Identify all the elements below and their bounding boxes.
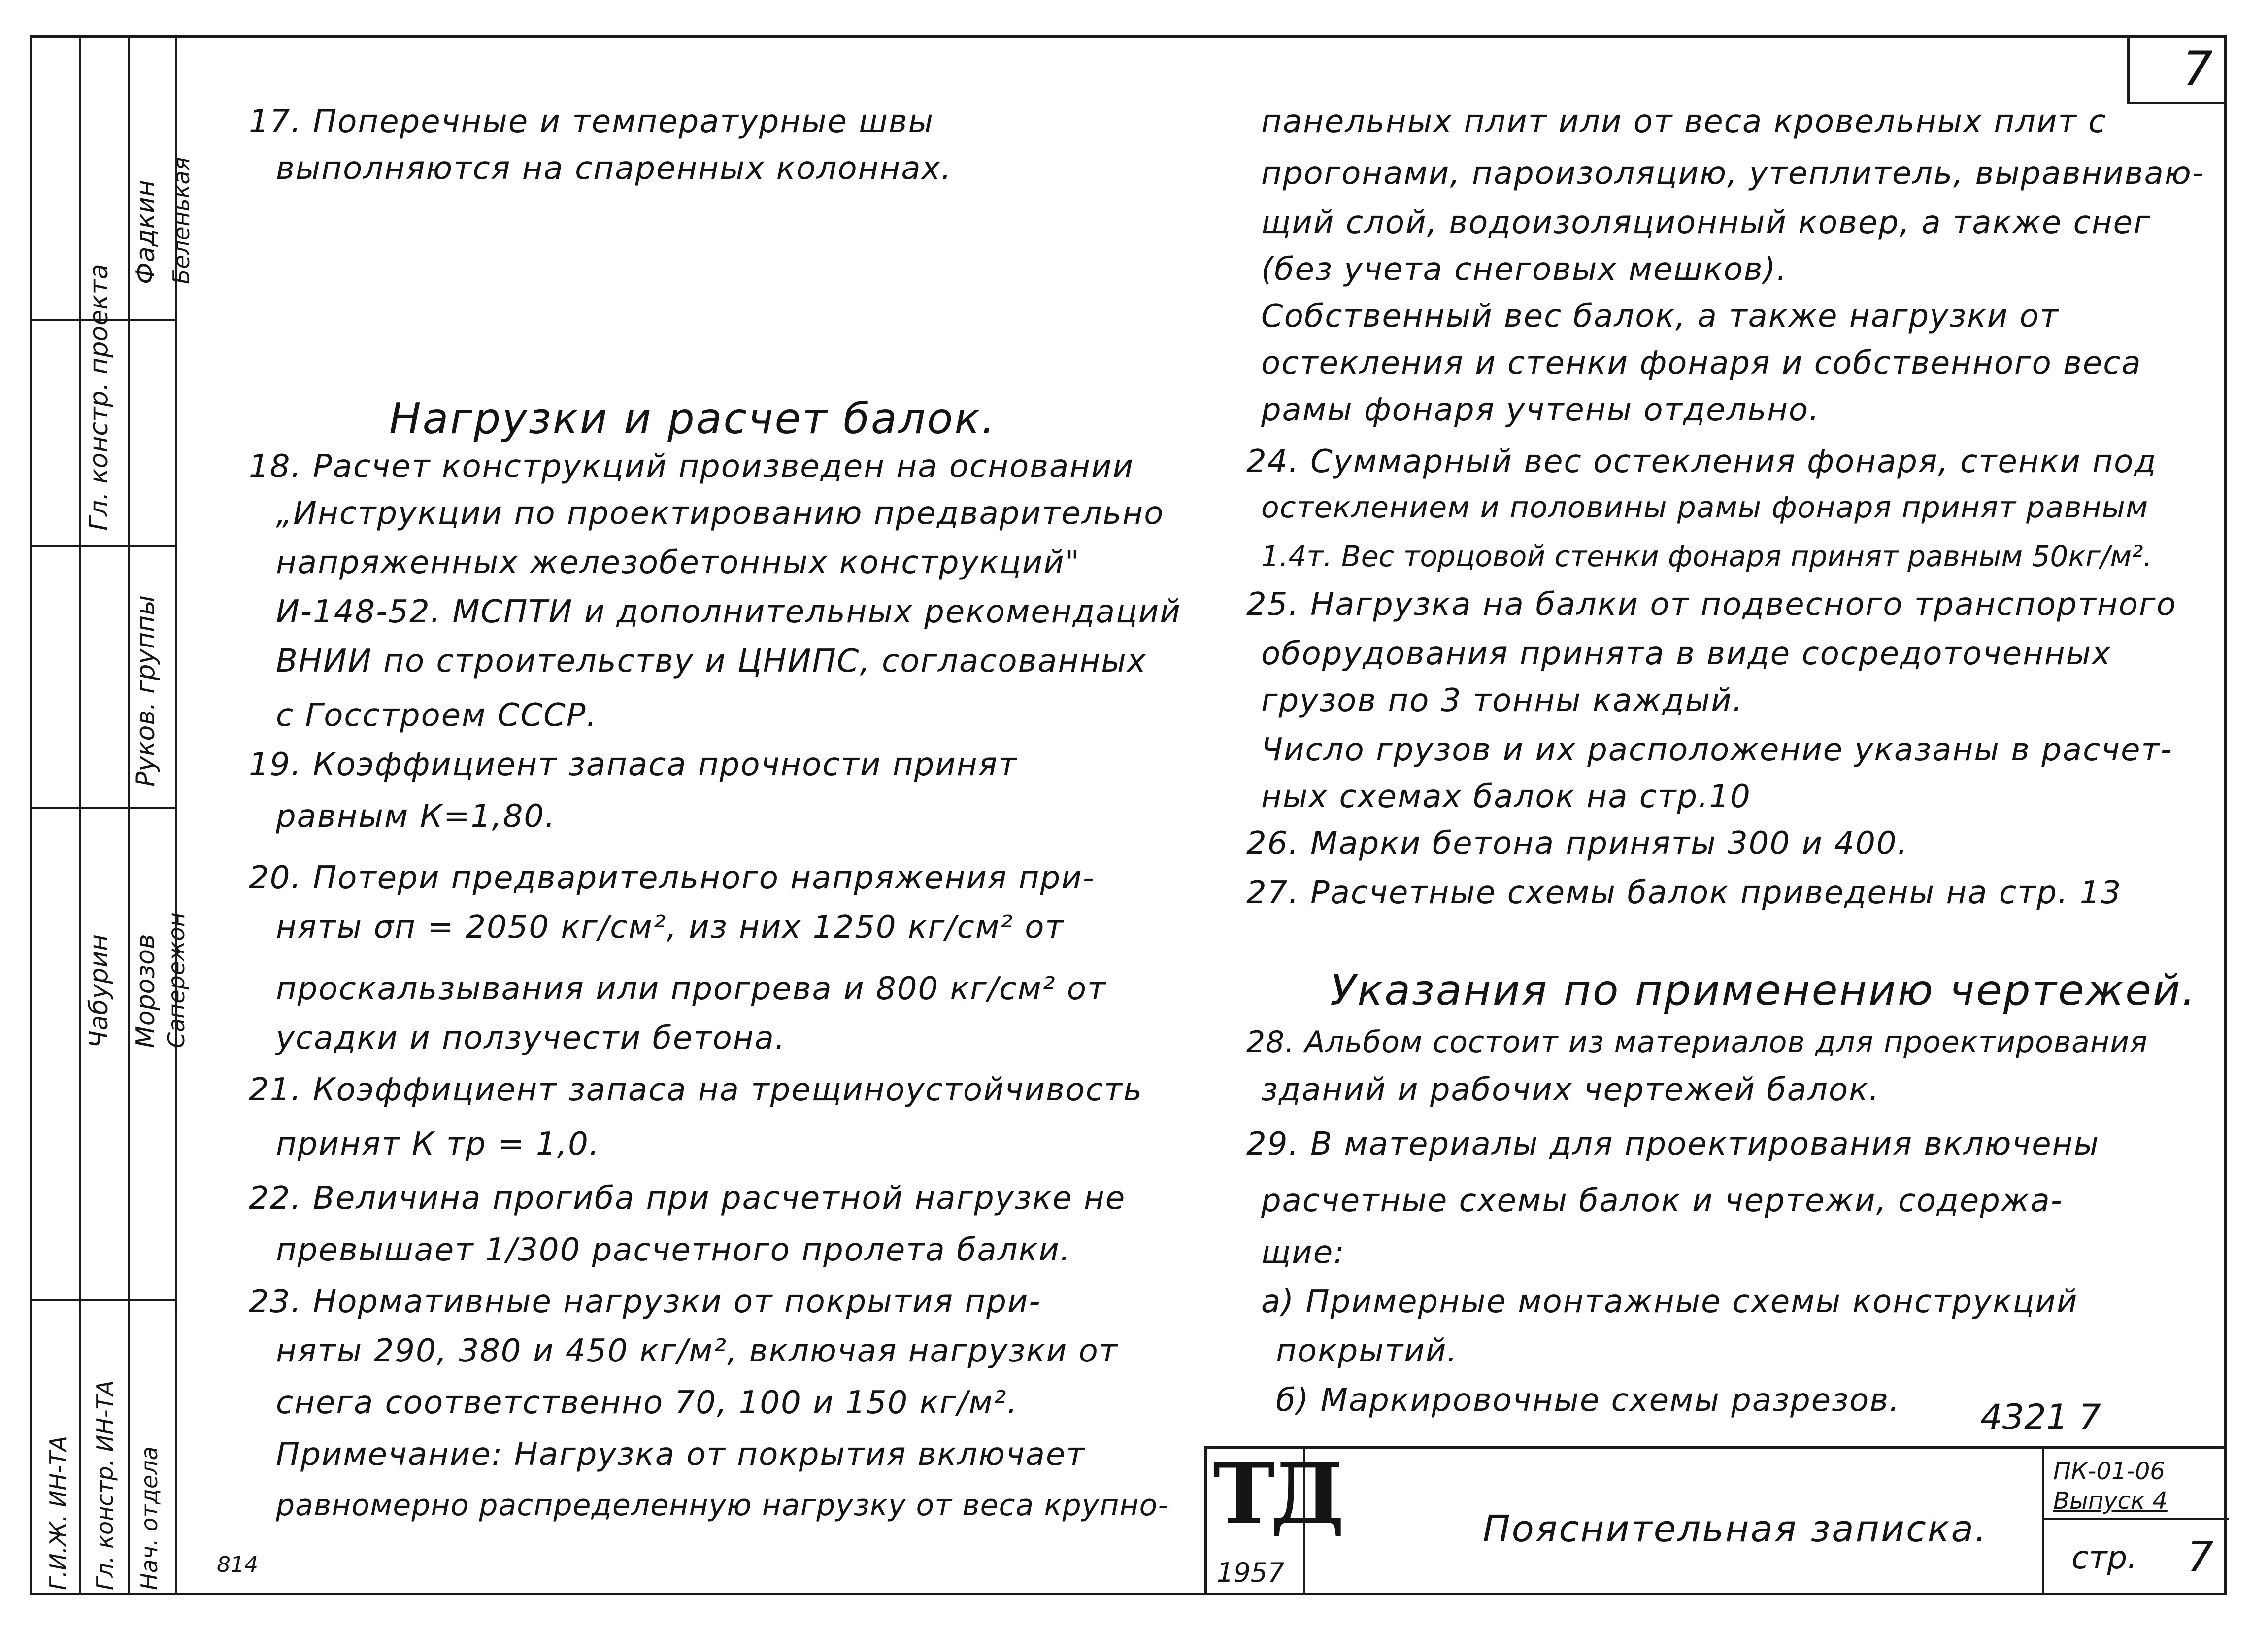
item-19-line-2: равным К=1,80. — [276, 798, 556, 835]
page-label: стр. — [2071, 1540, 2137, 1576]
title-block-code-cell — [2042, 1449, 2229, 1595]
item-28-line-1: 28. Альбом состоит из материалов для проектирования — [1246, 1025, 2148, 1059]
item-19-line-1: 19. Коэффициент запаса прочности принят — [249, 747, 1018, 783]
sidebar-role-gij: Г.И.Ж. ИН-ТА — [45, 1435, 71, 1590]
section-heading-instructions: Указания по применению чертежей. — [1330, 966, 2197, 1015]
item-25-line-4: Число грузов и их расположение указаны в расчет- — [1261, 732, 2173, 768]
item-18-line-6: с Госстроем СССР. — [276, 697, 598, 734]
sidebar-role-head: Нач. отдела — [136, 1446, 163, 1590]
item-21-line-1: 21. Коэффициент запаса на трещиноустойчивость — [249, 1072, 1143, 1108]
right-line-6: остекления и стенки фонаря и собственного веса — [1261, 345, 2142, 381]
sidebar-role-gl-constr-project: Гл. констр. проекта — [84, 264, 114, 531]
signature-sidebar — [30, 35, 195, 1595]
item-26: 26. Марки бетона приняты 300 и 400. — [1246, 825, 1908, 862]
sidebar-name-morozov: Морозов — [131, 934, 161, 1048]
item-21-line-2: принят К тр = 1,0. — [276, 1126, 600, 1162]
right-line-2: прогонами, пароизоляцию, утеплитель, выравниваю- — [1261, 155, 2204, 192]
page-number-box — [2127, 35, 2227, 104]
item-20-line-1: 20. Потери предварительного напряжения при- — [249, 860, 1095, 896]
sidebar-role-group-lead: Руков. группы — [131, 595, 161, 787]
issue-number: Выпуск 4 — [2053, 1487, 2168, 1515]
page-value: 7 — [2187, 1532, 2214, 1581]
document-title: Пояснительная записка. — [1483, 1508, 1988, 1550]
item-24-line-2: остеклением и половины рамы фонаря принят равным — [1261, 490, 2149, 525]
section-heading-loads: Нагрузки и расчет балок. — [389, 394, 997, 443]
item-29-line-3: щие: — [1261, 1234, 1345, 1271]
item-24-line-1: 24. Суммарный вес остекления фонаря, стенки под — [1246, 443, 2157, 480]
item-23-line-1: 23. Нормативные нагрузки от покрытия при- — [249, 1284, 1041, 1320]
sidebar-name-belenkaya: Беленькая — [168, 157, 195, 284]
item-24-line-3: 1.4т. Вес торцовой стенки фонаря принят равным 50кг/м². — [1261, 540, 2152, 573]
item-23-line-2: няты 290, 380 и 450 кг/м², включая нагрузки от — [276, 1333, 1119, 1369]
item-18-line-2: „Инструкции по проектированию предварительно — [276, 495, 1165, 532]
right-line-4: (без учета снеговых мешков). — [1261, 251, 1788, 288]
title-block — [1204, 1446, 2227, 1595]
item-18-line-1: 18. Расчет конструкций произведен на основании — [249, 448, 1134, 485]
right-line-1: панельных плит или от веса кровельных плит с — [1261, 103, 2107, 140]
sidebar-name-1: Фадкин — [131, 180, 161, 284]
item-29-line-4: а) Примерные монтажные схемы конструкций — [1261, 1284, 2078, 1320]
title-block-year: 1957 — [1217, 1557, 1285, 1588]
sheet-code: 814 — [217, 1552, 258, 1577]
item-28-line-2: зданий и рабочих чертежей балок. — [1261, 1072, 1880, 1108]
item-27: 27. Расчетные схемы балок приведены на стр. 13 — [1246, 875, 2122, 911]
item-25-line-2: оборудования принята в виде сосредоточенных — [1261, 636, 2112, 672]
sidebar-name-saperezhon: Сапережон — [163, 912, 190, 1048]
item-20-line-3: проскальзывания или прогрева и 800 кг/см² от — [276, 971, 1107, 1007]
sidebar-name-chaburin: Чабурин — [84, 934, 114, 1048]
item-22-line-1: 22. Величина прогиба при расчетной нагрузке не — [249, 1180, 1126, 1217]
series-code: ПК-01-06 — [2053, 1458, 2165, 1485]
item-29-line-5: покрытий. — [1276, 1333, 1458, 1369]
title-block-logo-cell — [1207, 1445, 1340, 1595]
item-20-line-4: усадки и ползучести бетона. — [276, 1020, 786, 1056]
item-17-line-2: выполняются на спаренных колоннах. — [276, 150, 952, 187]
item-25-line-5: ных схемах балок на стр.10 — [1261, 779, 1751, 815]
item-23-note-2: равномерно распределенную нагрузку от веса крупно- — [276, 1488, 1169, 1523]
item-18-line-3: напряженных железобетонных конструкций" — [276, 544, 1081, 581]
right-line-7: рамы фонаря учтены отдельно. — [1261, 392, 1820, 428]
item-29-line-1: 29. В материалы для проектирования включены — [1246, 1126, 2100, 1162]
archive-stamp-number: 4321 7 — [1980, 1397, 2101, 1437]
item-23-line-3: снега соответственно 70, 100 и 150 кг/м². — [276, 1385, 1018, 1421]
right-line-3: щий слой, водоизоляционный ковер, а также снег — [1261, 204, 2151, 241]
organization-logo: ТД — [1213, 1445, 1340, 1543]
item-29-line-2: расчетные схемы балок и чертежи, содержа- — [1261, 1183, 2063, 1219]
item-25-line-1: 25. Нагрузка на балки от подвесного транспортного — [1246, 586, 2177, 623]
item-29-line-6: б) Маркировочные схемы разрезов. — [1276, 1382, 1901, 1419]
right-line-5: Собственный вес балок, а также нагрузки от — [1261, 298, 2060, 335]
item-20-line-2: няты σп = 2050 кг/см², из них 1250 кг/см² от — [276, 909, 1065, 946]
page-number: 7 — [2182, 41, 2213, 97]
item-23-note-1: Примечание: Нагрузка от покрытия включает — [276, 1436, 1086, 1473]
sidebar-role-gl-constr: Гл. констр. ИН-ТА — [92, 1380, 118, 1590]
item-22-line-2: превышает 1/300 расчетного пролета балки. — [276, 1232, 1071, 1268]
item-18-line-5: ВНИИ по строительству и ЦНИПС, согласованных — [276, 643, 1147, 680]
item-25-line-3: грузов по 3 тонны каждый. — [1261, 682, 1744, 719]
item-18-line-4: И-148-52. МСПТИ и дополнительных рекомендаций — [276, 594, 1181, 630]
item-17-line-1: 17. Поперечные и температурные швы — [249, 103, 934, 140]
